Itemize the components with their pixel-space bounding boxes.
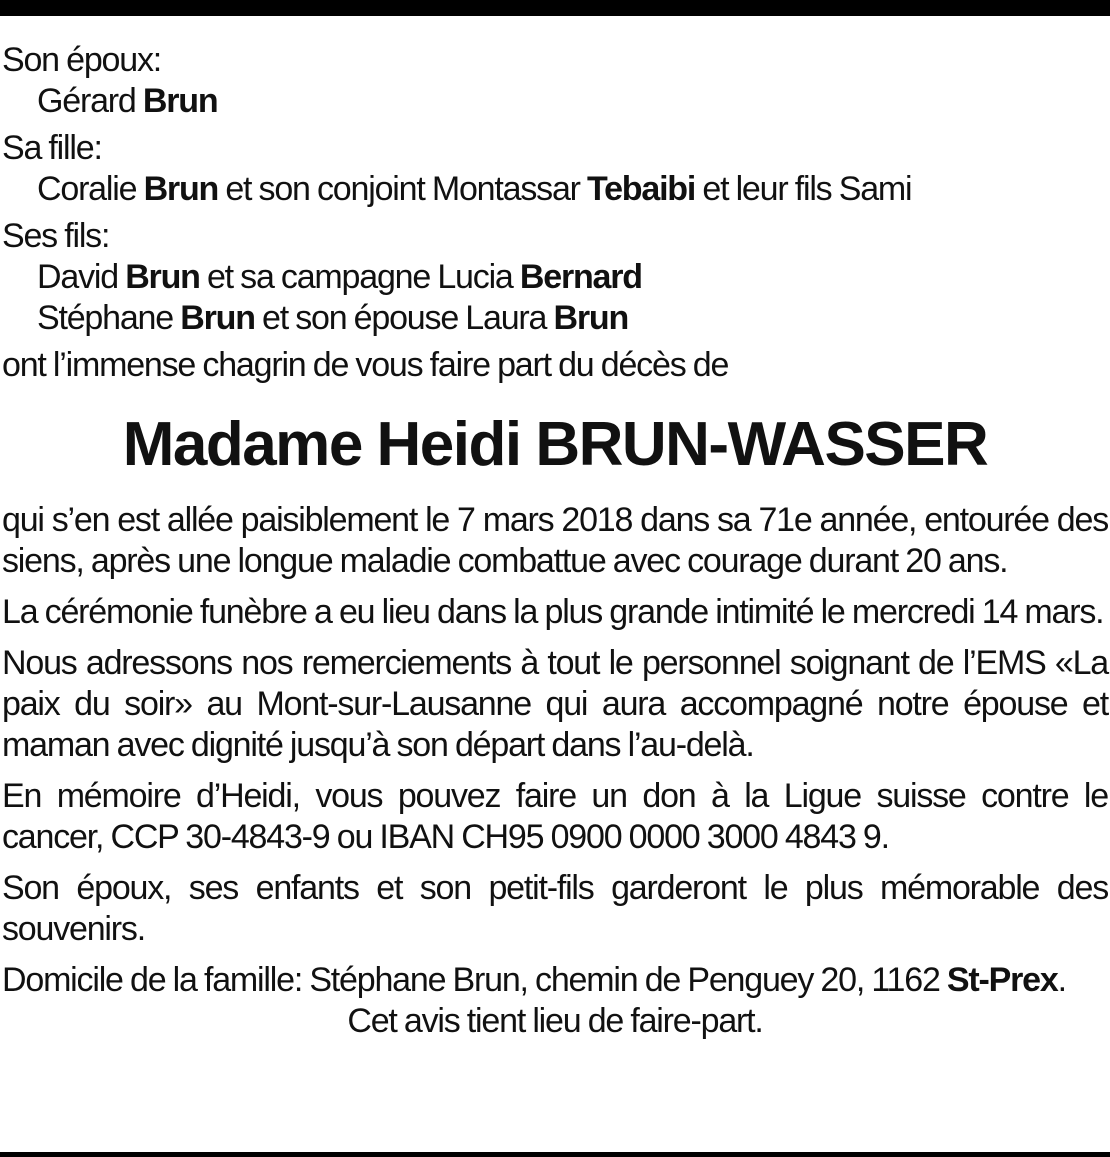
deceased-name: Madame Heidi BRUN-WASSER <box>122 410 988 479</box>
domicile-end: . <box>1057 961 1066 999</box>
son-last-name: Brun <box>125 258 200 296</box>
son-entry <box>2 298 1108 339</box>
obituary-notice <box>2 40 1108 1042</box>
son-first-name: Stéphane <box>37 299 181 337</box>
body-paragraph: Son époux, ses enfants et son petit-fils garderont le plus mémorable des souvenirs. <box>2 869 1108 948</box>
top-rule <box>0 0 1110 16</box>
sons-heading: Ses fils: <box>2 217 110 255</box>
spouse-heading: Son époux: <box>2 41 162 79</box>
spouse-first-name: Gérard <box>37 82 143 120</box>
daughter-last-name: Brun <box>143 170 219 208</box>
body-paragraph: qui s’en est allée paisiblement le 7 mars 2018 dans sa 71e année, entourée des siens, après une longue maladie combattue avec courage durant 20 ans. <box>2 501 1108 580</box>
daughter-entry <box>2 169 1108 210</box>
bottom-rule <box>0 1152 1110 1157</box>
sons-section <box>2 216 1108 339</box>
family-domicile <box>2 960 1108 1001</box>
daughter-heading: Sa fille: <box>2 129 102 167</box>
body-paragraph: Nous adressons nos remerciements à tout le personnel soignant de l’EMS «La paix du soir» au Mont-sur-Lausanne qui aura accompagné notre épouse et maman avec dignité jusqu’à son départ dans l’au-delà. <box>2 644 1108 764</box>
son-partner-text: et sa campagne Lucia <box>199 258 520 296</box>
closing-note: Cet avis tient lieu de faire-part. <box>347 1002 763 1040</box>
son-partner-last-name: Bernard <box>519 258 642 296</box>
body-paragraph: La cérémonie funèbre a eu lieu dans la plus grande intimité le mercredi 14 mars. <box>2 593 1104 631</box>
son-entry <box>2 257 1108 298</box>
announcement-intro: ont l’immense chagrin de vous faire part du décès de <box>2 346 729 384</box>
son-first-name: David <box>37 258 126 296</box>
son-last-name: Brun <box>180 299 255 337</box>
spouse-last-name: Brun <box>142 82 218 120</box>
body-paragraph: En mémoire d’Heidi, vous pouvez faire un don à la Ligue suisse contre le cancer, CCP 30-4843-9 ou IBAN CH95 0900 0000 3000 4843 9. <box>2 777 1108 856</box>
daughter-section <box>2 128 1108 210</box>
domicile-town: St-Prex <box>946 961 1058 999</box>
son-partner-last-name: Brun <box>553 299 629 337</box>
daughter-child-text: et leur fils Sami <box>695 170 912 208</box>
spouse-name <box>2 81 1108 122</box>
domicile-address: Domicile de la famille: Stéphane Brun, chemin de Penguey 20, 1162 <box>2 961 947 999</box>
spouse-section <box>2 40 1108 122</box>
daughter-partner-last-name: Tebaibi <box>587 170 696 208</box>
daughter-first-name: Coralie <box>37 170 144 208</box>
daughter-partner-text: et son conjoint Montassar <box>218 170 588 208</box>
son-partner-text: et son épouse Laura <box>254 299 554 337</box>
